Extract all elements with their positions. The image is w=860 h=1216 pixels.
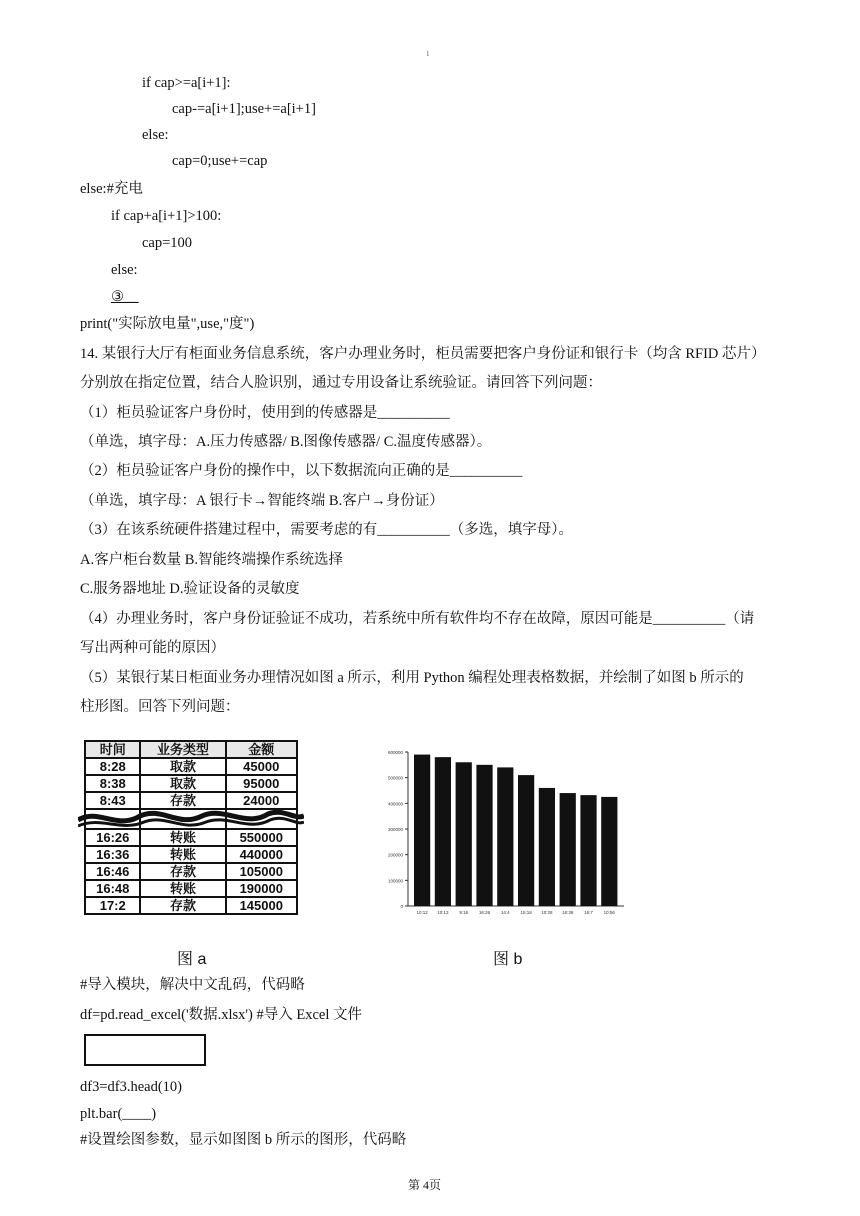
bar xyxy=(497,767,513,906)
x-tick-label: 10:28 xyxy=(541,910,553,915)
bar xyxy=(601,797,617,906)
table-cell: 17:2 xyxy=(85,897,140,914)
table-cell: 145000 xyxy=(226,897,297,914)
table-header: 金额 xyxy=(226,741,297,758)
table-cell: 45000 xyxy=(226,758,297,775)
table-cell: 95000 xyxy=(226,775,297,792)
bar xyxy=(580,795,596,906)
table-cell: 转账 xyxy=(140,829,225,846)
question-stem: 分别放在指定位置，结合人脸识别，通过专用设备让系统验证。请回答下列问题： xyxy=(80,375,602,391)
code-line: else: xyxy=(142,127,169,143)
y-tick-label: 200000 xyxy=(387,852,403,858)
bar xyxy=(518,775,534,906)
figure-a-table xyxy=(84,740,298,924)
y-tick-label: 600000 xyxy=(387,750,403,755)
page-number: 第 4页 xyxy=(408,1178,442,1192)
x-tick-label: 10:12 xyxy=(416,910,428,915)
table-cell: 存款 xyxy=(140,863,225,880)
x-tick-label: 16:7 xyxy=(584,910,593,915)
table-cell: 16:36 xyxy=(85,846,140,863)
code-line: else:#充电 xyxy=(80,181,143,197)
table-cell: 存款 xyxy=(140,792,225,809)
table-cell: 存款 xyxy=(140,897,225,914)
code-line: cap-=a[i+1];use+=a[i+1] xyxy=(172,101,316,117)
table-cell: 取款 xyxy=(140,758,225,775)
code-line: else: xyxy=(111,262,138,278)
code-line: df3=df3.head(10) xyxy=(80,1079,182,1095)
x-tick-label: 9:16 xyxy=(459,910,469,915)
x-tick-label: 14:4 xyxy=(500,910,510,915)
table-row xyxy=(85,897,297,914)
y-tick-label: 400000 xyxy=(387,801,403,807)
bar xyxy=(476,765,492,906)
header-mark: 1 xyxy=(426,50,430,58)
question-stem: 14. 某银行大厅有柜面业务信息系统，客户办理业务时，柜员需要把客户身份证和银行卡（均含 RFID 芯片） xyxy=(80,346,766,362)
bar xyxy=(560,793,576,906)
x-tick-label: 10:56 xyxy=(603,910,615,915)
code-line: print("实际放电量",use,"度") xyxy=(80,316,255,332)
code-line: cap=100 xyxy=(142,235,193,251)
table-cell: 16:46 xyxy=(85,863,140,880)
table-cell: 8:28 xyxy=(85,758,140,775)
table-cell: 440000 xyxy=(226,846,297,863)
x-tick-label: 15:18 xyxy=(520,910,532,915)
sub-question-1: （1）柜员验证客户身份时，使用到的传感器是__________ xyxy=(80,405,450,421)
table-row xyxy=(85,863,297,880)
table-cell: 取款 xyxy=(140,775,225,792)
table-cell: 16:48 xyxy=(85,880,140,897)
table-cell: 16:26 xyxy=(85,829,140,846)
bar xyxy=(414,755,430,906)
table-header: 业务类型 xyxy=(140,741,225,758)
sub-question-5: （5）某银行某日柜面业务办理情况如图 a 所示，利用 Python 编程处理表格数据，并绘制了如图 b 所示的 xyxy=(80,670,744,686)
table-row xyxy=(85,775,297,792)
x-tick-label: 16:36 xyxy=(562,910,574,915)
sub-question-4: （4）办理业务时，客户身份证验证不成功，若系统中所有软件均不存在故障，原因可能是__________（请 xyxy=(80,611,755,627)
blank-3: ③__ xyxy=(111,289,139,305)
code-line: df=pd.read_excel('数据.xlsx') #导入 Excel 文件 xyxy=(80,1007,362,1023)
bar-chart xyxy=(368,738,632,930)
code-line: plt.bar(____) xyxy=(80,1106,157,1122)
table-cell: 190000 xyxy=(226,880,297,897)
y-tick-label: 100000 xyxy=(387,878,403,884)
code-comment: #导入模块，解决中文乱码，代码略 xyxy=(80,977,305,993)
sub-question-5: 柱形图。回答下列问题： xyxy=(80,699,240,715)
code-line: if cap+a[i+1]>100: xyxy=(111,208,222,224)
sub-question-4: 写出两种可能的原因） xyxy=(80,640,225,656)
table-cell: 8:38 xyxy=(85,775,140,792)
table-cell: 转账 xyxy=(140,846,225,863)
table-cell: 24000 xyxy=(226,792,297,809)
table-row xyxy=(85,880,297,897)
table-header: 时间 xyxy=(85,741,140,758)
sub-question-1-options: （单选，填字母：A.压力传感器/ B.图像传感器/ C.温度传感器）。 xyxy=(80,434,492,450)
table-cell: 转账 xyxy=(140,880,225,897)
answer-blank-box xyxy=(84,1034,206,1066)
sub-question-3-options: C.服务器地址 D.验证设备的灵敏度 xyxy=(80,581,300,597)
figure-b-chart xyxy=(368,738,632,930)
bar xyxy=(539,788,555,906)
table-cell: 550000 xyxy=(226,829,297,846)
table-cell: 105000 xyxy=(226,863,297,880)
sub-question-2-options: （单选，填字母：A 银行卡→智能终端 B.客户→身份证） xyxy=(80,493,444,509)
x-tick-label: 16:26 xyxy=(478,910,491,915)
code-line: if cap>=a[i+1]: xyxy=(142,75,231,91)
code-comment: #设置绘图参数，显示如图图 b 所示的图形，代码略 xyxy=(80,1132,407,1148)
bar xyxy=(456,762,472,906)
sub-question-3: （3）在该系统硬件搭建过程中，需要考虑的有__________（多选，填字母）。 xyxy=(80,522,573,538)
y-tick-label: 300000 xyxy=(387,827,403,832)
y-tick-label: 500000 xyxy=(387,775,403,781)
figure-b-caption: 图 b xyxy=(493,951,523,968)
x-tick-label: 10:13 xyxy=(437,910,449,915)
table-cell: 8:43 xyxy=(85,792,140,809)
table-row xyxy=(85,758,297,775)
sub-question-3-options: A.客户柜台数量 B.智能终端操作系统选择 xyxy=(80,552,344,568)
sub-question-2: （2）柜员验证客户身份的操作中，以下数据流向正确的是__________ xyxy=(80,463,523,479)
code-line: cap=0;use+=cap xyxy=(172,153,268,169)
y-tick-label: 0 xyxy=(400,904,403,909)
table-row xyxy=(85,846,297,863)
bar xyxy=(435,757,451,906)
figure-a-caption: 图 a xyxy=(177,951,207,968)
torn-paper-mark xyxy=(78,806,304,832)
